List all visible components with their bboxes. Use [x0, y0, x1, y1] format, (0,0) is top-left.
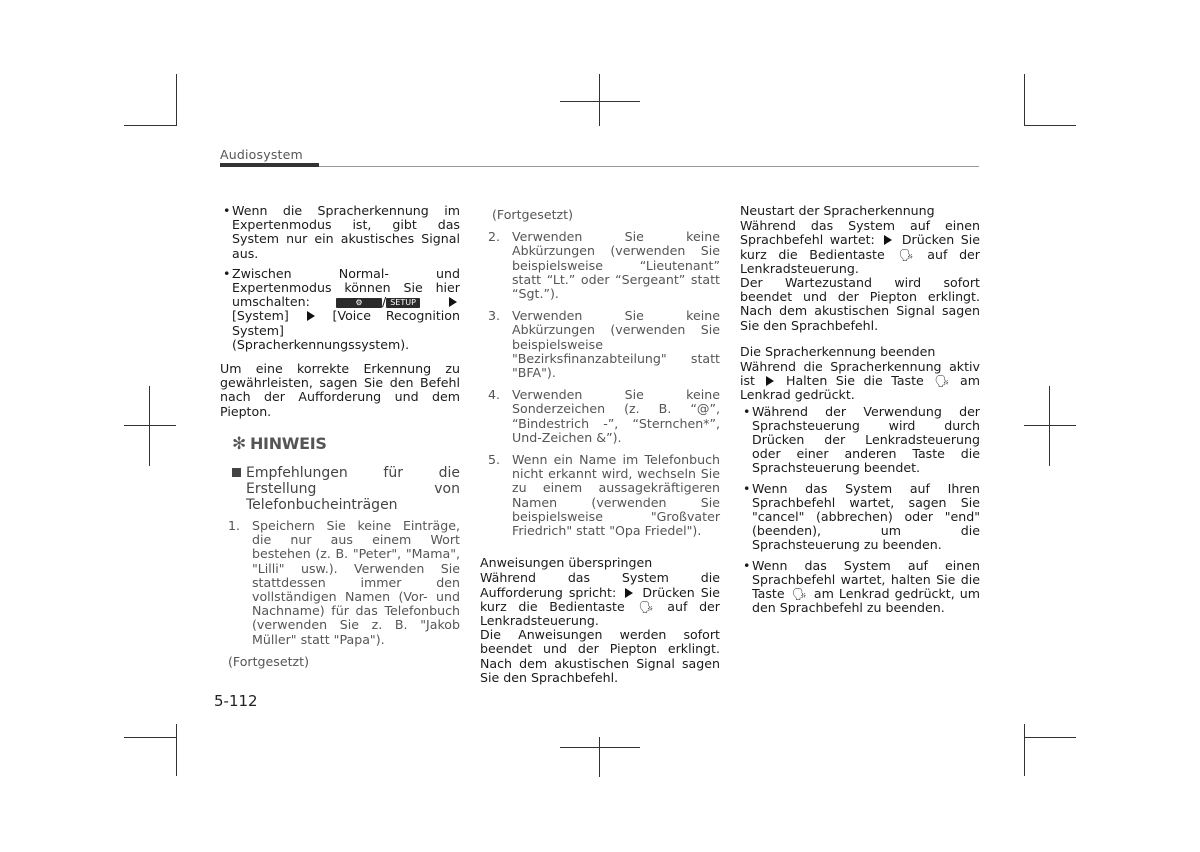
item-text: Verwenden Sie keine Sonderzeichen (z. B. “@”, “Bindestrich -”, “Sternchen*”, Und-Zeichen &”).: [512, 387, 720, 445]
arrow-icon: [625, 588, 633, 598]
column-left: [220, 204, 460, 669]
numbered-item: [480, 453, 720, 538]
continued-label: (Fortgesetzt): [228, 653, 309, 669]
header-rule: [319, 166, 979, 167]
menu-path-system: [System]: [232, 308, 289, 324]
section-heading: Die Spracherkennung beenden: [740, 343, 936, 359]
paragraph-text: Halten Sie die Taste: [785, 373, 924, 389]
crop-mark: [1024, 724, 1025, 776]
paragraph-text: auf der Lenkradsteuerung.: [740, 246, 980, 276]
registration-mark: [124, 425, 176, 426]
paragraph-text: Während das System die Aufforderung spricht:: [480, 570, 720, 600]
square-bullet-icon: [232, 468, 241, 477]
column-right: [740, 204, 980, 621]
note-title: HINWEIS: [249, 433, 327, 453]
registration-mark: [599, 737, 600, 777]
registration-mark: [599, 74, 600, 126]
section-heading: Neustart der Spracherkennung: [740, 203, 935, 218]
crop-mark: [124, 737, 176, 738]
crop-mark: [176, 74, 177, 126]
section-title: Audiosystem: [220, 147, 303, 162]
list-item: [740, 559, 980, 616]
bullet-glyph: •: [743, 557, 751, 573]
item-text: Verwenden Sie keine Abkürzungen (verwenden Sie beispielsweise “Lieutenant” statt “Lt.” oder “Sergeant” statt “Sgt.”).: [512, 229, 720, 302]
registration-mark: [560, 747, 640, 748]
numbered-item: [480, 388, 720, 445]
voice-command-icon: 🗣: [898, 247, 914, 262]
voice-command-icon: 🗣: [791, 587, 807, 602]
bullet-glyph: •: [223, 203, 231, 218]
gear-icon: ⚙: [336, 298, 382, 308]
list-item-text: Wenn die Spracherkennung im Expertenmodus ist, gibt das System nur ein akustisches Signal aus.: [232, 203, 460, 261]
section-heading: Anweisungen überspringen: [480, 555, 653, 571]
paragraph: [740, 360, 980, 403]
numbered-item: [480, 230, 720, 301]
list-item: [220, 267, 460, 352]
arrow-icon: [884, 235, 892, 245]
paragraph: Die Anweisungen werden sofort beendet und der Piepton erklingt. Nach dem akustischen Signal sagen Sie den Sprachbefehl.: [480, 627, 720, 685]
paragraph: Der Wartezustand wird sofort beendet und der Piepton erklingt. Nach dem akustischen Signal sagen Sie den Sprachbefehl.: [740, 275, 980, 333]
paragraph-text: Drücken Sie kurz die Bedientaste: [480, 584, 720, 614]
sub-heading: [220, 465, 460, 513]
star-icon: ✻: [232, 433, 246, 454]
registration-mark: [1024, 425, 1076, 426]
item-number: 3.: [488, 308, 501, 324]
menu-path-voice: [Voice Recognition System] (Spracherkennungssystem).: [232, 308, 460, 352]
paragraph-text: Drücken Sie kurz die Bedientaste: [740, 232, 980, 262]
list-item: [740, 405, 980, 476]
continued-label: (Fortgesetzt): [492, 207, 573, 222]
note-heading: [232, 433, 460, 454]
column-middle: [480, 204, 720, 685]
registration-mark: [1049, 386, 1050, 466]
arrow-icon: [307, 311, 315, 321]
numbered-item: [480, 309, 720, 380]
item-number: 2.: [488, 229, 501, 245]
crop-mark: [1024, 74, 1025, 126]
paragraph-text: Während das System auf einen Sprachbefehl wartet:: [740, 218, 980, 248]
paragraph: [740, 219, 980, 276]
paragraph-text: auf der Lenkradsteuerung.: [480, 598, 720, 629]
bullet-glyph: •: [743, 480, 751, 496]
arrow-icon: [449, 297, 457, 307]
arrow-icon: [766, 376, 774, 386]
bullet-glyph: •: [743, 403, 751, 419]
list-item-text: Während der Verwendung der Sprachsteuerung wird durch Drücken der Lenkradsteuerung oder einer anderen Taste die Sprachsteuerung beendet.: [752, 403, 980, 476]
item-number: 4.: [488, 387, 501, 403]
voice-command-icon: 🗣: [934, 374, 950, 389]
list-item-text: Zwischen Normal- und Expertenmodus können Sie hier umschalten:: [232, 265, 460, 310]
crop-mark: [124, 125, 176, 126]
item-text: Verwenden Sie keine Abkürzungen (verwenden Sie beispielsweise "Bezirksfinanzabteilung" statt "BFA").: [512, 308, 720, 381]
paragraph-text: Während die Spracherkennung aktiv ist: [740, 359, 980, 389]
numbered-item: [220, 519, 460, 647]
list-item-text: Wenn das System auf Ihren Sprachbefehl wartet, sagen Sie "cancel" (abbrechen) oder "end" (beenden), um die Sprachsteuerung zu beenden.: [752, 480, 980, 553]
registration-mark: [149, 386, 150, 466]
item-text: Wenn ein Name im Telefonbuch nicht erkannt wird, wechseln Sie zu einem aussagekräftigeren Namen (verwenden Sie beispielsweise "Großvater Friedrich" statt "Opa Friedel").: [512, 452, 720, 539]
item-text: Speichern Sie keine Einträge, die nur aus einem Wort bestehen (z. B. "Peter", "Mama", "Lilli" usw.). Verwenden Sie stattdessen immer den vollständigen Namen (Vor- und Nachname) für das Telefonbuch (verwenden Sie z. B. "Jakob Müller" statt "Papa").: [252, 518, 460, 647]
slash: /: [381, 294, 387, 310]
header-bar: [220, 163, 319, 167]
item-number: 5.: [488, 452, 501, 468]
paragraph-text: am Lenkrad gedrückt.: [740, 373, 980, 403]
list-item: [220, 204, 460, 261]
list-item-text: Wenn das System auf einen Sprachbefehl wartet, halten Sie die Taste: [752, 557, 980, 602]
item-number: 1.: [228, 518, 241, 534]
registration-mark: [560, 101, 640, 102]
bullet-glyph: •: [223, 265, 231, 281]
paragraph: Um eine korrekte Erkennung zu gewährleisten, sagen Sie den Befehl nach der Aufforderung und dem Piepton.: [220, 361, 460, 419]
crop-mark: [1024, 125, 1076, 126]
list-item-text: am Lenkrad gedrückt, um den Sprachbefehl zu beenden.: [752, 586, 980, 616]
crop-mark: [1024, 737, 1076, 738]
page-number: 5-112: [214, 692, 258, 710]
list-item: [740, 482, 980, 553]
voice-command-icon: 🗣: [638, 599, 654, 614]
crop-mark: [176, 724, 177, 776]
sub-heading-text: Empfehlungen für die Erstellung von Telefonbucheinträgen: [246, 465, 460, 514]
paragraph: [480, 571, 720, 628]
setup-button-icon: SETUP: [386, 298, 420, 308]
